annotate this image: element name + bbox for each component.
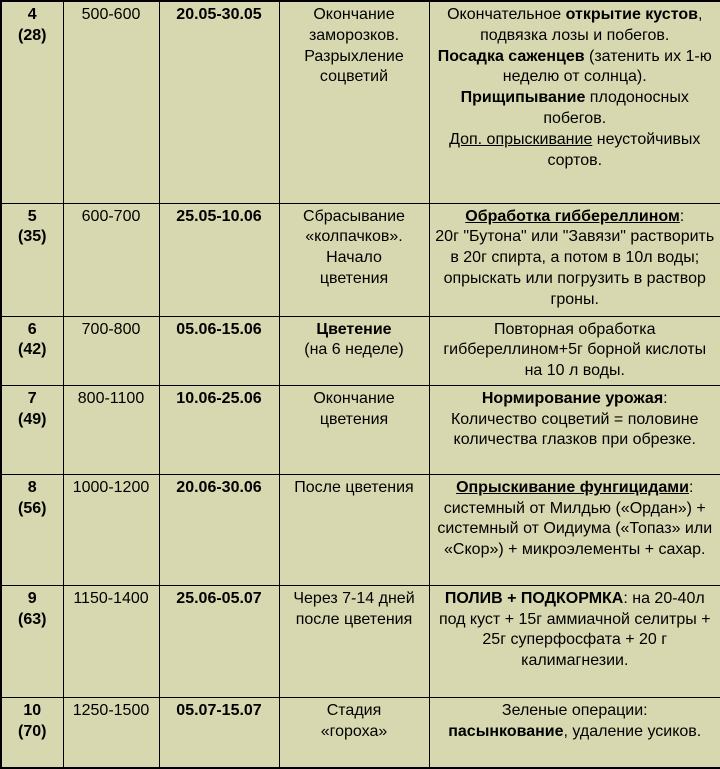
date-range-cell: 25.06-05.07 [159, 585, 279, 697]
calendar-table-body [1, 1, 720, 768]
actions-cell: Зеленые операции: пасынкование, удаление усиков. [429, 697, 720, 768]
table-row [1, 1, 720, 203]
growth-stage-cell: Окончание заморозков. Разрыхление соцветий [279, 1, 429, 203]
temperature-sum-cell: 500-600 [63, 1, 159, 203]
temperature-sum-cell: 1250-1500 [63, 697, 159, 768]
growth-stage-cell: Цветение (на 6 неделе) [279, 316, 429, 385]
date-range-cell: 20.06-30.06 [159, 474, 279, 585]
date-range-cell: 10.06-25.06 [159, 385, 279, 474]
table-row [1, 585, 720, 697]
temperature-sum-cell: 700-800 [63, 316, 159, 385]
actions-cell: Нормирование урожая: Количество соцветий = половине количества глазков при обрезке. [429, 385, 720, 474]
table-row [1, 316, 720, 385]
table-row [1, 474, 720, 585]
temperature-sum-cell: 800-1100 [63, 385, 159, 474]
growth-stage-cell: Стадия «гороха» [279, 697, 429, 768]
week-number-cell: 8 (56) [1, 474, 63, 585]
actions-cell: Обработка гиббереллином: 20г "Бутона" или "Завязи" растворить в 20г спирта, а потом в 10л воды; опрыскать или погрузить в раствор гроны. [429, 203, 720, 316]
actions-cell: Опрыскивание фунгицидами: системный от Милдью («Ордан») + системный от Оидиума («Топаз» или «Скор») + микроэлементы + сахар. [429, 474, 720, 585]
growth-stage-cell: Окончание цветения [279, 385, 429, 474]
week-number-cell: 9 (63) [1, 585, 63, 697]
actions-cell: ПОЛИВ + ПОДКОРМКА: на 20-40л под куст + 15г аммиачной селитры + 25г суперфосфата + 20 г калимагнезии. [429, 585, 720, 697]
week-number-cell: 7 (49) [1, 385, 63, 474]
temperature-sum-cell: 1150-1400 [63, 585, 159, 697]
date-range-cell: 05.07-15.07 [159, 697, 279, 768]
growth-stage-cell: Сбрасывание «колпачков». Начало цветения [279, 203, 429, 316]
temperature-sum-cell: 600-700 [63, 203, 159, 316]
table-row [1, 697, 720, 768]
growth-stage-cell: Через 7-14 дней после цветения [279, 585, 429, 697]
week-number-cell: 4 (28) [1, 1, 63, 203]
table-row [1, 385, 720, 474]
date-range-cell: 05.06-15.06 [159, 316, 279, 385]
week-number-cell: 10 (70) [1, 697, 63, 768]
temperature-sum-cell: 1000-1200 [63, 474, 159, 585]
growth-stage-cell: После цветения [279, 474, 429, 585]
actions-cell: Окончательное открытие кустов, подвязка лозы и побегов. Посадка саженцев (затенить их 1-ю неделю от солнца). Прищипывание плодоносных побегов. Доп. опрыскивание неустойчивых сортов. [429, 1, 720, 203]
actions-cell: Повторная обработка гиббереллином+5г борной кислоты на 10 л воды. [429, 316, 720, 385]
table-row [1, 203, 720, 316]
date-range-cell: 20.05-30.05 [159, 1, 279, 203]
date-range-cell: 25.05-10.06 [159, 203, 279, 316]
week-number-cell: 6 (42) [1, 316, 63, 385]
week-number-cell: 5 (35) [1, 203, 63, 316]
